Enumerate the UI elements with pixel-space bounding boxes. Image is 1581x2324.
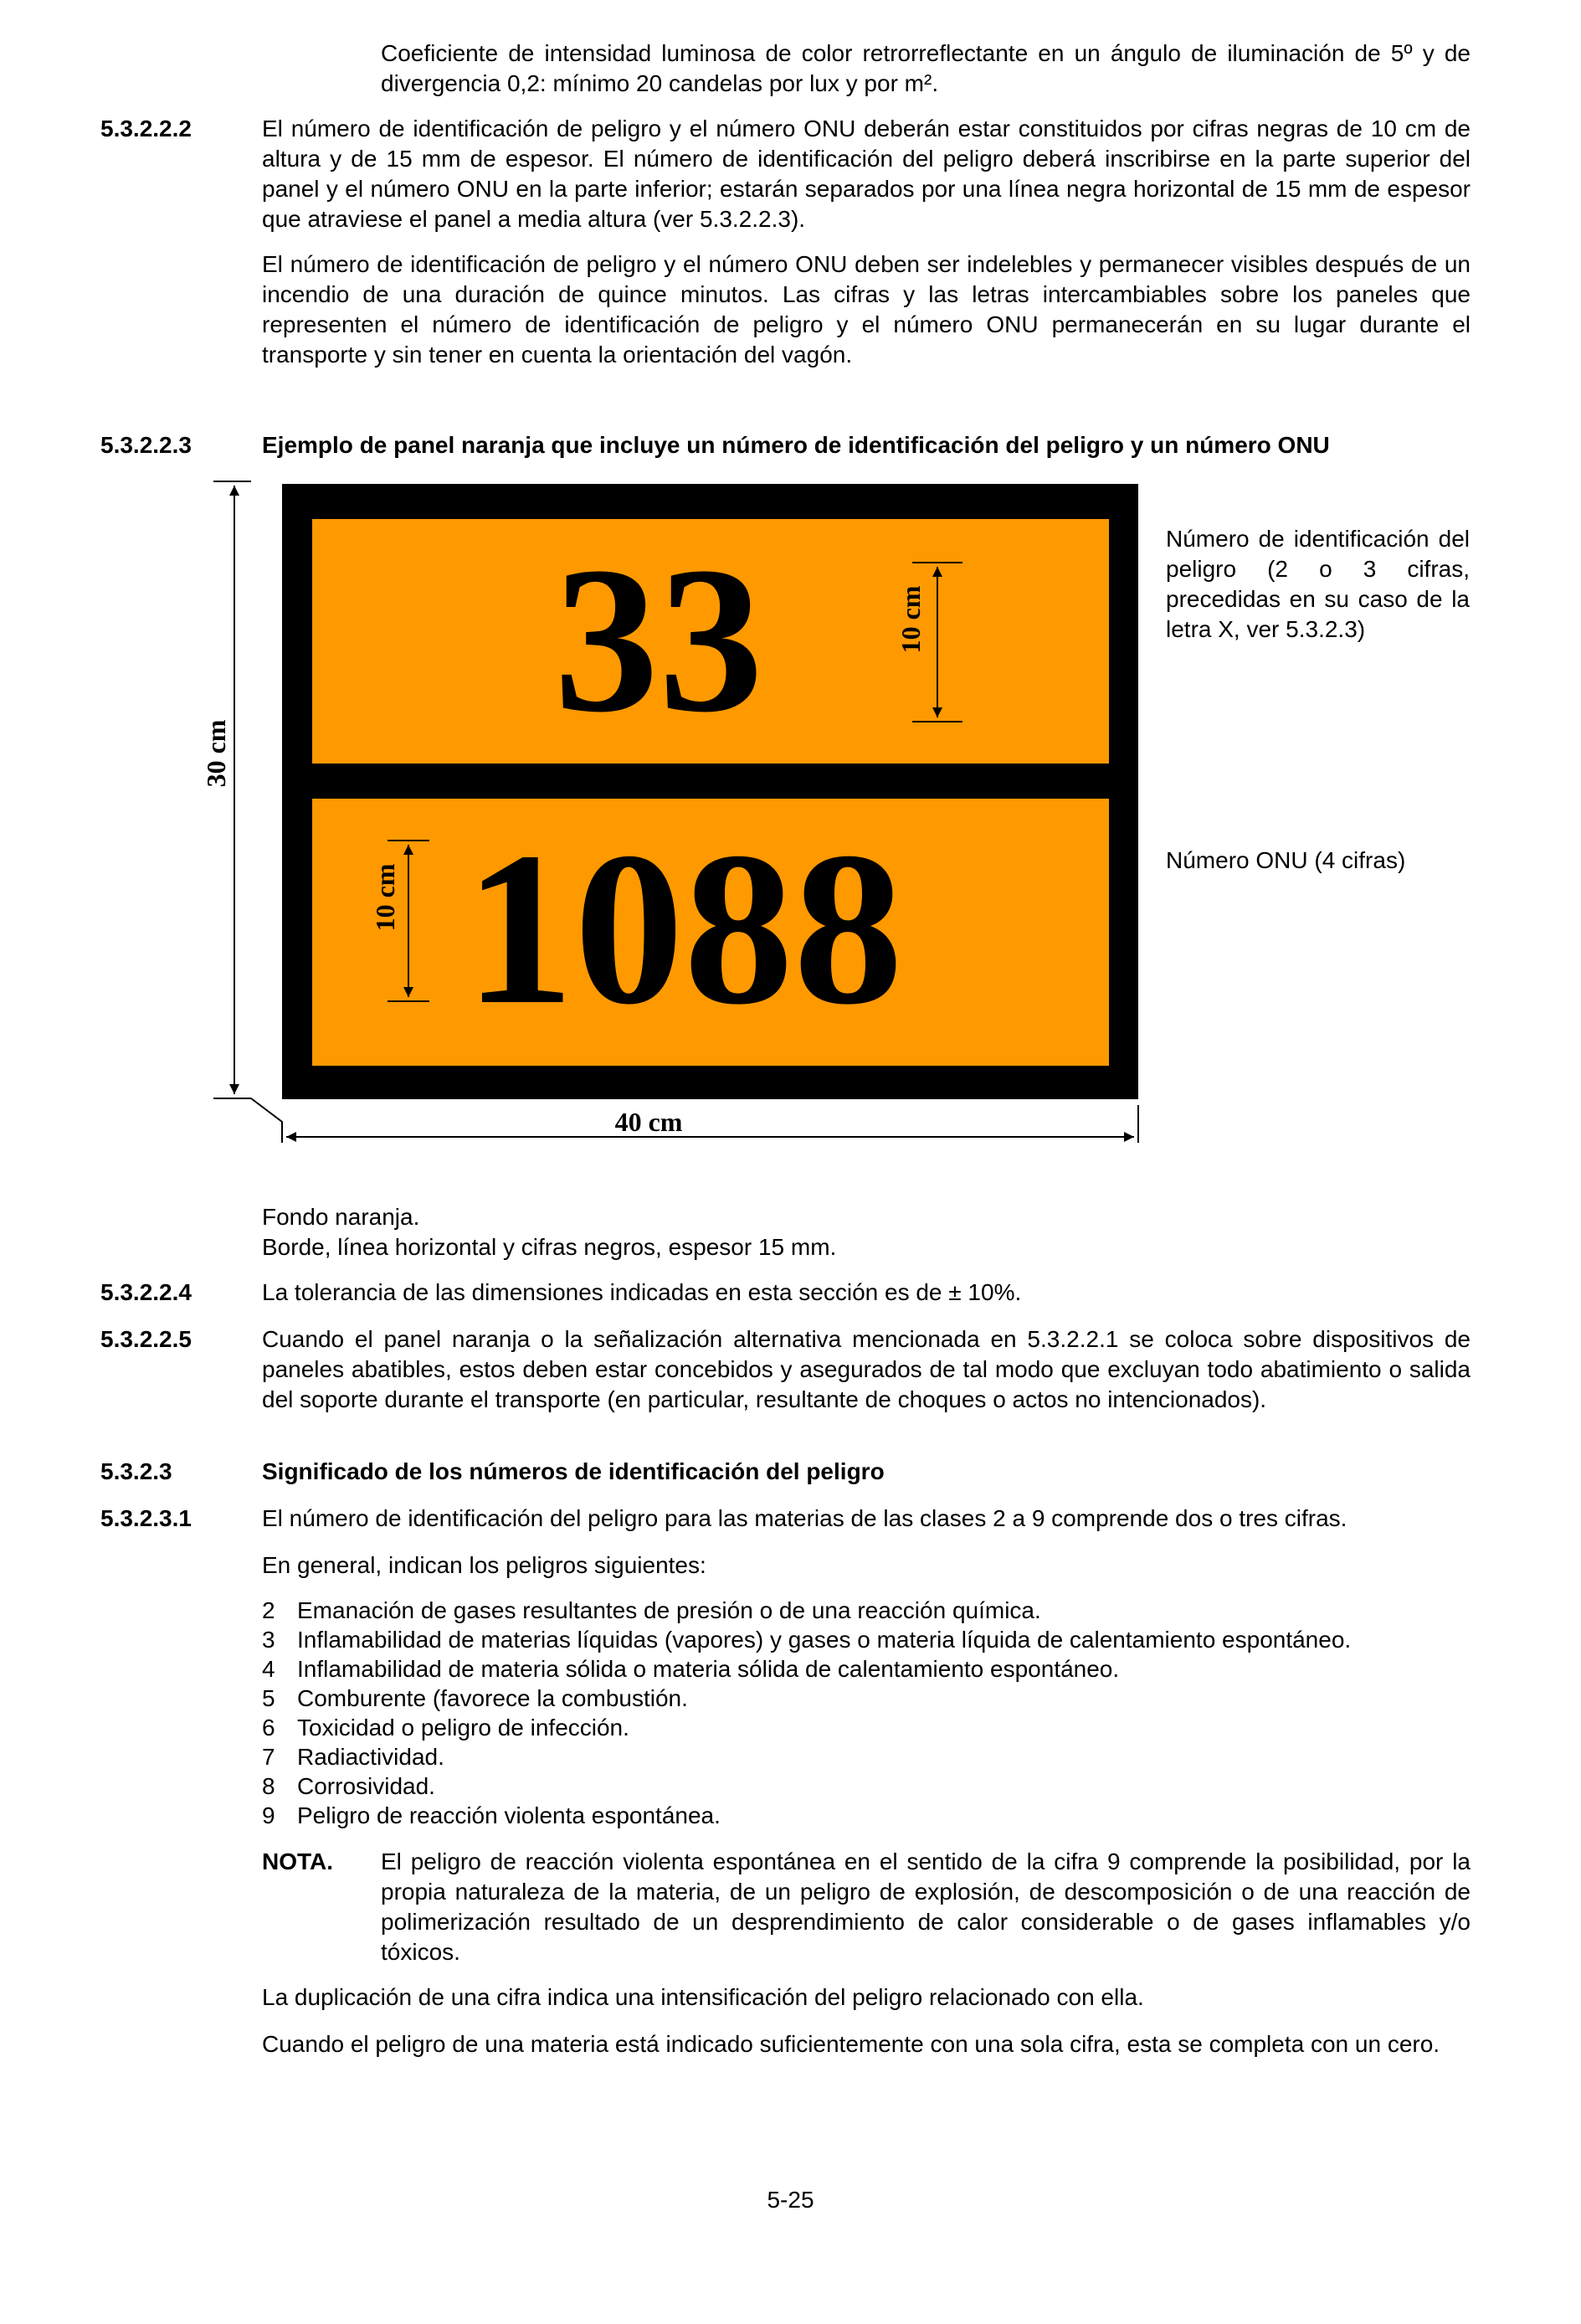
section-5-3-2-2-4-text: La tolerancia de las dimensiones indicadas en esta sección es de ± 10%.	[262, 1279, 1022, 1305]
section-5-3-2-3-title: Significado de los números de identificación del peligro	[262, 1458, 885, 1484]
list-item-digit: 4	[262, 1656, 275, 1682]
list-item	[262, 1654, 1119, 1684]
list-item-text: Inflamabilidad de materia sólida o materia sólida de calentamiento espontáneo.	[297, 1656, 1120, 1682]
digit-height-label-top: 10 cm	[896, 585, 926, 654]
un-number: 1088	[465, 807, 903, 1050]
list-item-text: Peligro de reacción violenta espontánea.	[297, 1802, 721, 1828]
note-text: El peligro de reacción violenta espontánea en el sentido de la cifra 9 comprende la posibilidad, por la propia naturaleza de la materia, de un peligro de explosión, de descomposición o de una reacción de polimerización resultado de un desprendimiento de calor considerable o de gases inflamables y/o tóxicos.	[381, 1848, 1471, 1965]
figure-note-background: Fondo naranja.	[262, 1204, 420, 1230]
section-5-3-2-3-1-text: El número de identificación del peligro para las materias de las clases 2 a 9 comprende dos o tres cifras.	[262, 1505, 1347, 1531]
intro-paragraph: Coeficiente de intensidad luminosa de color retrorreflectante en un ángulo de iluminación de 5º y de divergencia 0,2: mínimo 20 candelas por lux y por m².	[381, 40, 1471, 96]
section-5-3-2-2-2-paragraph-2: El número de identificación de peligro y el número ONU deben ser indelebles y permanecer visibles después de un incendio de una duración de quince minutos. Las cifras y las letras intercambiables sobre los paneles que representen el número de identificación de peligro y el número ONU permanecerán en su lugar durante el transporte y sin tener en cuenta la orientación del vagón.	[262, 251, 1471, 368]
section-5-3-2-2-2-paragraph-1: El número de identificación de peligro y el número ONU deberán estar constituidos por cifras negras de 10 cm de altura y de 15 mm de espesor. El número de identificación del peligro deberá inscribirse en la parte superior del panel y el número ONU en la parte inferior; estarán separados por una línea negra horizontal de 15 mm de espesor que atraviese el panel a media altura (ver 5.3.2.2.3).	[262, 116, 1471, 232]
list-item-text: Comburente (favorece la combustión.	[297, 1685, 688, 1711]
list-item	[262, 1771, 435, 1802]
hazard-number-caption: Número de identificación del peligro (2 o 3 cifras, precedidas en su caso de la letra X, ver 5.3.2.3)	[1166, 526, 1470, 642]
section-number-5-3-2-2-3: 5.3.2.2.3	[100, 432, 192, 458]
list-item-digit: 6	[262, 1715, 275, 1740]
section-5-3-2-2-3-title: Ejemplo de panel naranja que incluye un número de identificación del peligro y un número ONU	[262, 432, 1330, 458]
width-dimension-40cm	[251, 1098, 1138, 1143]
section-5-3-2-2-5-text: Cuando el panel naranja o la señalización alternativa mencionada en 5.3.2.2.1 se coloca sobre dispositivos de paneles abatibles, estos deben estar concebidos y asegurados de tal modo que excluyan todo abatimiento o salida del soporte durante el transporte (en particular, resultante de choques o actos no intencionados).	[262, 1326, 1471, 1412]
list-item-digit: 3	[262, 1627, 275, 1653]
page-number: 5-25	[767, 2187, 814, 2213]
section-number-5-3-2-2-2: 5.3.2.2.2	[100, 116, 192, 141]
list-item-digit: 2	[262, 1597, 275, 1623]
list-item-text: Emanación de gases resultantes de presión o de una reacción química.	[297, 1597, 1041, 1623]
list-item-text: Radiactividad.	[297, 1744, 444, 1770]
list-item-digit: 7	[262, 1744, 275, 1770]
list-item	[262, 1801, 721, 1831]
section-number-5-3-2-2-5: 5.3.2.2.5	[100, 1326, 192, 1352]
list-item-text: Inflamabilidad de materias líquidas (vapores) y gases o materia líquida de calentamiento espontáneo.	[297, 1627, 1352, 1653]
list-item-text: Toxicidad o peligro de infección.	[297, 1715, 629, 1740]
un-number-caption: Número ONU (4 cifras)	[1166, 847, 1406, 873]
section-number-5-3-2-3-1: 5.3.2.3.1	[100, 1505, 192, 1531]
duplication-paragraph: La duplicación de una cifra indica una intensificación del peligro relacionado con ella.	[262, 1984, 1144, 2010]
zero-paragraph: Cuando el peligro de una materia está indicado suficientemente con una sola cifra, esta se completa con un cero.	[262, 2031, 1440, 2057]
hazard-identification-number: 33	[554, 524, 763, 756]
list-item	[262, 1713, 629, 1743]
digit-height-label-bottom: 10 cm	[370, 863, 400, 932]
list-item-digit: 9	[262, 1802, 275, 1828]
note-label: NOTA.	[262, 1848, 334, 1874]
list-item	[262, 1625, 1351, 1655]
list-item	[262, 1596, 1041, 1626]
list-item-digit: 8	[262, 1773, 275, 1799]
height-label: 30 cm	[201, 719, 231, 788]
list-item	[262, 1684, 688, 1714]
list-item	[262, 1742, 444, 1772]
section-number-5-3-2-3: 5.3.2.3	[100, 1458, 172, 1484]
width-label: 40 cm	[614, 1107, 683, 1137]
hazard-list-intro: En general, indican los peligros siguientes:	[262, 1552, 706, 1578]
section-number-5-3-2-2-4: 5.3.2.2.4	[100, 1279, 192, 1305]
list-item-text: Corrosividad.	[297, 1773, 435, 1799]
height-dimension-30cm	[213, 481, 251, 1098]
list-item-digit: 5	[262, 1685, 275, 1711]
figure-note-border: Borde, línea horizontal y cifras negros, espesor 15 mm.	[262, 1234, 837, 1260]
